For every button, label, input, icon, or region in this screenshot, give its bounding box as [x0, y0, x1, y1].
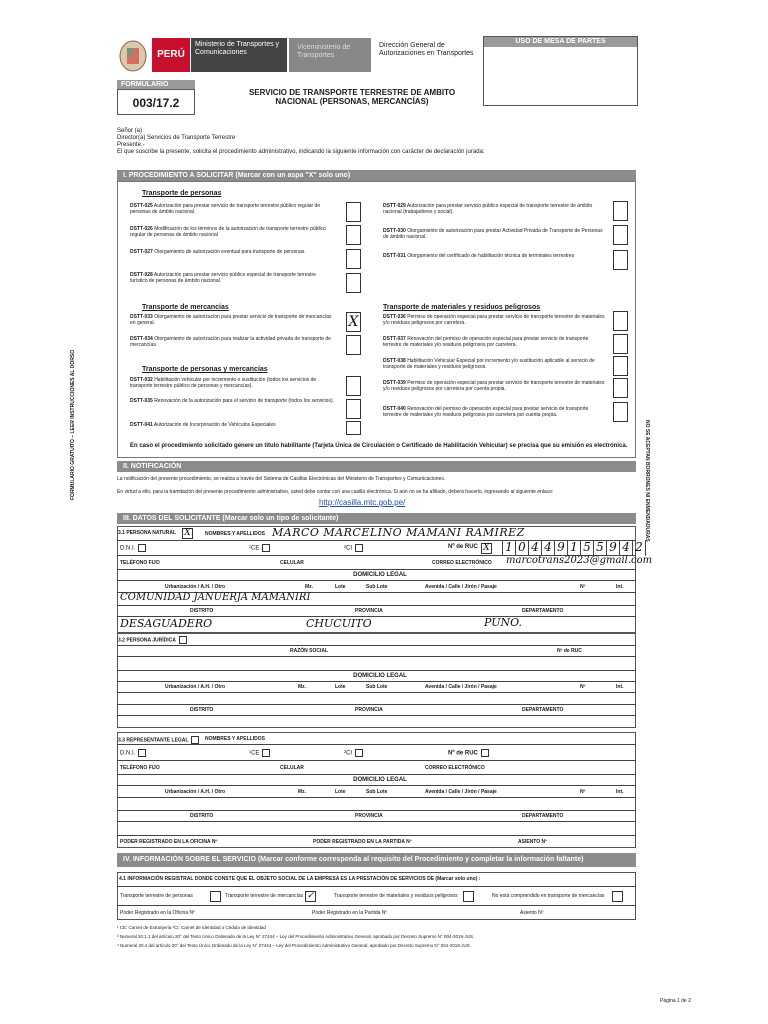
checkbox-dstt-035[interactable]: [346, 399, 361, 419]
directorate-name: Dirección General de Autorizaciones en Transportes: [379, 42, 474, 57]
ruc-digit: 2: [632, 540, 646, 556]
divider: [117, 569, 636, 570]
section-3-title: III. DATOS DEL SOLICITANTE (Marcar solo un tipo de solicitante): [117, 513, 636, 524]
section-1-title: I. PROCEDIMIENTO A SOLICITAR (Marcar con un aspa "X" solo uno): [117, 170, 636, 181]
rep-domicilio-label: DOMICILIO LEGAL: [353, 777, 407, 783]
list-item: DSTT-036 Permiso de operación especial para prestar servicio de transporte terrestre de materiales y/o residuos peligrosos por carretera.: [383, 314, 605, 326]
left-pm-list: [130, 377, 334, 432]
divider: [117, 821, 636, 822]
list-item: DSTT-032 Habilitación vehicular por incremento o sustitución (todos los servicios de transporte terrestre público de personas y mercancías).: [130, 377, 317, 389]
form-title: SERVICIO DE TRANSPORTE TERRESTRE DE AMBITO NACIONAL (PERSONAS, MERCANCÍAS): [248, 88, 456, 106]
page-number: Página 1 de 2: [660, 998, 691, 1004]
divider: [117, 785, 636, 786]
ruc-label: Nº de RUC: [448, 544, 478, 550]
list-item: DSTT-031 Otorgamiento del certificado de habilitación técnica de terminales terrestres: [383, 253, 575, 259]
juridica-mz-header: Mz.: [298, 684, 307, 690]
checkbox-dstt-030[interactable]: [613, 225, 628, 245]
juridica-lote-header: Lote: [335, 684, 346, 690]
juridica-int-header: Int.: [616, 684, 624, 690]
rep-int-header: Int.: [616, 789, 624, 795]
side-right-text: NO SE ACEPTAN BORRONES NI ENMENDADURAS: [644, 420, 650, 542]
mz-header: Mz.: [305, 584, 314, 590]
rep-lote-header: Lote: [335, 789, 346, 795]
list-item: DSTT-038 Habilitación Vehicular Especial por incremento y/o sustitución aplicable al servicio de transporte de materiales y residuos peligrosos.: [383, 358, 595, 370]
ruc-digit: 5: [593, 540, 606, 556]
right-peligrosos-list: [383, 314, 605, 428]
rep-celular-label: CELULAR: [280, 765, 304, 771]
rep-correo-label: CORREO ELECTRÓNICO: [425, 765, 485, 771]
rep-provincia-header: PROVINCIA: [355, 813, 383, 819]
header: [117, 36, 636, 80]
peligrosos-title: Transporte de materiales y residuos peligrosos: [383, 304, 541, 311]
form-label: FORMULARIO: [117, 80, 195, 89]
option-mercancias-checkbox[interactable]: ✓: [306, 891, 315, 901]
footnotes: [117, 923, 636, 950]
checkbox-dstt-028[interactable]: [346, 273, 361, 293]
checkbox-dstt-037[interactable]: [613, 334, 628, 354]
side-left-text: FORMULARIO GRATUITO – LEER INSTRUCCIONES AL DORSO: [70, 349, 76, 500]
list-item: DSTT-033 Otorgamiento de autorización para prestar servicio de transporte de mercancías en general.: [130, 314, 332, 326]
rep-ce-checkbox[interactable]: [262, 749, 270, 757]
provincia-value[interactable]: CHUCUITO: [306, 617, 372, 630]
divider: [117, 670, 636, 671]
rep-dni-checkbox[interactable]: [138, 749, 146, 757]
int-header: Int.: [616, 584, 624, 590]
option-personas-checkbox[interactable]: [210, 891, 221, 902]
checkbox-dstt-025[interactable]: [346, 202, 361, 222]
iv-asiento-label: Asiento Nº: [520, 910, 544, 916]
list-item: DSTT-035 Renovación de la autorización para el servicio de transporte (todos los servicios).: [130, 398, 334, 404]
divider: [117, 656, 636, 657]
list-item: DSTT-026 Modificación de los términos de la autorización de transporte terrestre público regular de personas de ámbito nacional: [130, 226, 326, 238]
rep-urb-header: Urbanización / A.H. / Otro: [165, 789, 226, 795]
list-item: DSTT-028 Autorización para prestar servicio público especial de transporte terrestre turístico de personas de ámbito nacional.: [130, 272, 316, 284]
juridica-avenida-header: Avenida / Calle / Jirón / Pasaje: [425, 684, 497, 690]
intro-line-3: Presente.-: [117, 142, 145, 148]
provincia-header: PROVINCIA: [355, 608, 383, 614]
list-item: DSTT-025 Autorización para prestar servicio de transporte terrestre público regular de personas de ámbito nacional.: [130, 203, 321, 215]
email-value[interactable]: marcotrans2023@gmail.com: [506, 555, 653, 566]
divider: [117, 886, 636, 887]
divider: [117, 605, 636, 606]
footnote-2: ⁴ Numeral 20.4 del artículo 20° del Texto Único Ordenado de la Ley N° 27444 – Ley del Procedimiento Administrativo General, aprobado por Decreto Supremo N° 004-2019-JUS.: [117, 943, 471, 948]
divider: [117, 760, 636, 761]
option-personas: Transporte terrestre de personas: [120, 893, 193, 899]
iv-poder-partida-label: Poder Registrado en la Partida Nº: [312, 910, 388, 916]
ruc-digit: 4: [528, 540, 541, 556]
option-no-comprendido: No está comprendido en transporte de mercancías: [492, 893, 605, 899]
option-peligrosos: Transporte terrestre de materiales y residuos peligrosos: [334, 893, 458, 899]
option-mercancias: Transporte terrestre de mercancías: [225, 893, 304, 899]
checkbox-dstt-032[interactable]: [346, 376, 361, 396]
ruc-digit: 4: [619, 540, 632, 556]
list-item: DSTT-034 Otorgamiento de autorización para realizar la actividad privada de transporte de mercancías.: [130, 336, 331, 348]
representante-label: 3.3 REPRESENTANTE LEGAL: [118, 736, 199, 744]
checkbox-dstt-038[interactable]: [613, 356, 628, 376]
list-item: DSTT-041 Autorización de Incorporación de Vehículos Especiales: [130, 422, 276, 428]
mercancias-title: Transporte de mercancías: [142, 304, 229, 311]
checkbox-dstt-039[interactable]: [613, 378, 628, 398]
left-personas-list: [130, 203, 334, 295]
divider: [117, 580, 636, 581]
ruc-digit: 9: [606, 540, 619, 556]
mesa-partes-box: [483, 36, 638, 106]
ruc-digit: 1: [567, 540, 580, 556]
list-item: DSTT-027 Otorgamiento de autorización eventual para transporte de personas.: [130, 249, 306, 255]
ruc-digit: 4: [541, 540, 554, 556]
intro-line-1: Señor (a): [117, 128, 143, 134]
rep-sublote-header: Sub Lote: [366, 789, 388, 795]
rep-ce-label: ¹CE: [249, 749, 270, 758]
rep-ci-checkbox[interactable]: [355, 749, 363, 757]
divider: [117, 835, 636, 836]
juridica-urb-header: Urbanización / A.H. / Otro: [165, 684, 226, 690]
representante-checkbox[interactable]: [191, 736, 199, 744]
checkbox-dstt-026[interactable]: [346, 225, 361, 245]
sublote-header: Sub Lote: [366, 584, 388, 590]
pm-title: Transporte de personas y mercancías: [142, 366, 268, 373]
ci-checkbox[interactable]: [355, 544, 363, 552]
list-item: DSTT-039 Permiso de operación especial para prestar servicio de transporte terrestre de materiales y/o residuos peligrosos por carretera por cuenta propia.: [383, 380, 605, 392]
checkbox-dstt-040[interactable]: [613, 402, 628, 422]
asiento-label: ASIENTO Nº: [518, 839, 547, 845]
rep-mz-header: Mz.: [298, 789, 307, 795]
divider: [117, 681, 636, 682]
ruc-digit: 1: [502, 540, 515, 556]
ce-label: ¹CE: [249, 544, 270, 553]
rep-departamento-header: DEPARTAMENTO: [522, 813, 564, 819]
dni-label: D.N.I.: [120, 544, 146, 553]
poder-oficina-label: PODER REGISTRADO EN LA OFICINA Nº: [120, 839, 218, 845]
personas-title: Transporte de personas: [142, 190, 222, 197]
intro-line-4: El que suscribe la presente, solicita el procedimiento administrativo, indicando la siguiente información con carácter de declaración jurada:: [117, 149, 485, 155]
rep-ci-label: ²CI: [344, 749, 363, 758]
telefono-label: TELÉFONO FIJO: [120, 560, 160, 566]
nombres-label: NOMBRES Y APELLIDOS: [205, 531, 265, 537]
correo-label: CORREO ELECTRÓNICO: [432, 560, 492, 566]
checkbox-dstt-033[interactable]: X: [346, 312, 361, 332]
distrito-value[interactable]: DESAGUADERO: [120, 617, 213, 630]
footnote-0: ¹ CE: Carnet de Extranjería ²CI: Carnet de Identidad o Cédula de Identidad: [117, 925, 266, 930]
lote-header: Lote: [335, 584, 346, 590]
intro: [117, 128, 636, 156]
juridica-ruc-label: Nº de RUC: [557, 648, 582, 654]
dni-checkbox[interactable]: [138, 544, 146, 552]
urb-header: Urbanización / A.H. / Otro: [165, 584, 226, 590]
list-item: DSTT-029 Autorización para prestar servicio público especial de transporte terrestre de ámbito nacional (trabajadores y social).: [383, 203, 593, 215]
option-peligrosos-checkbox[interactable]: [463, 891, 474, 902]
rep-num-header: Nº: [580, 789, 586, 795]
departamento-value[interactable]: PUNO.: [484, 616, 522, 629]
checkbox-dstt-041[interactable]: [346, 421, 361, 435]
section-4-sub: 4.1 INFORMACIÓN REGISTRAL DONDE CONSTE QUE EL OBJETO SOCIAL DE LA EMPRESA ES LA PRESTACIÓN DE SERVICIOS DE (Marcar solo uno) :: [119, 876, 481, 882]
form-number: 003/17.2: [117, 89, 195, 115]
list-item: DSTT-040 Renovación del permiso de operación especial para prestar servicio de transporte terrestre de materiales y/o residuos peligrosos por carretera por cuenta propia.: [383, 406, 589, 418]
notification-text-2: En virtud a ello, para la tramitación del presente procedimiento administrativo, usted debe contar con una casilla electrónica. Si aún no se ha afiliado, deberá hacerlo, ingresando al siguiente enlace:: [117, 489, 554, 495]
domicilio-label: DOMICILIO LEGAL: [353, 572, 407, 578]
celular-label: CELULAR: [280, 560, 304, 566]
vice-ministry-name: Viceministerio de Transportes: [289, 38, 371, 72]
juridica-num-header: Nº: [580, 684, 586, 690]
divider: [117, 797, 636, 798]
notification-text-1: La notificación del presente procedimiento, se realiza a través del Sistema de Casillas Electrónicas del Ministerio de Transportes y Comunicaciones.: [117, 476, 446, 482]
divider: [117, 704, 636, 705]
intro-line-2: Director(a) Servicios de Transporte Terrestre: [117, 135, 236, 141]
ruc-digit: 0: [515, 540, 528, 556]
ce-checkbox[interactable]: [262, 544, 270, 552]
persona-juridica-checkbox[interactable]: [179, 636, 187, 644]
urb-value[interactable]: COMUNIDAD JANUERJA MAMANIRI: [120, 592, 311, 603]
divider: [117, 905, 636, 906]
num-header: Nº: [580, 584, 586, 590]
persona-juridica-label: 3.2 PERSONA JURÍDICA: [118, 636, 187, 644]
mesa-partes-title: USO DE MESA DE PARTES: [484, 37, 637, 47]
checkbox-dstt-034[interactable]: [346, 335, 361, 355]
divider: [117, 810, 636, 811]
checkbox-dstt-031[interactable]: [613, 250, 628, 270]
departamento-header: DEPARTAMENTO: [522, 608, 564, 614]
juridica-sublote-header: Sub Lote: [366, 684, 388, 690]
rep-ruc-label: Nº de RUC: [448, 749, 489, 758]
ruc-digit: 5: [580, 540, 593, 556]
ci-label: ²CI: [344, 544, 363, 553]
right-personas-list: [383, 203, 605, 278]
juridica-distrito-header: DISTRITO: [190, 707, 214, 713]
persona-natural-checkbox[interactable]: X: [182, 528, 193, 539]
rep-distrito-header: DISTRITO: [190, 813, 214, 819]
distrito-header: DISTRITO: [190, 608, 214, 614]
section-2-title: II. NOTIFICACIÓN: [117, 461, 636, 472]
juridica-departamento-header: DEPARTAMENTO: [522, 707, 564, 713]
juridica-domicilio-label: DOMICILIO LEGAL: [353, 673, 407, 679]
list-item: DSTT-030 Otorgamiento de autorización para prestar Actividad Privada de Transporte de Personas de ámbito nacional.: [383, 228, 603, 240]
ministry-name: Ministerio de Transportes y Comunicaciones: [191, 38, 287, 72]
divider: [117, 774, 636, 775]
peru-logo: PERÚ: [152, 38, 190, 72]
avenida-header: Avenida / Calle / Jirón / Pasaje: [425, 584, 497, 590]
coat-of-arms-icon: [117, 38, 149, 74]
juridica-provincia-header: PROVINCIA: [355, 707, 383, 713]
section-1-note: En caso el procedimiento solicitado genere un título habilitante (Tarjeta Única de Circulación o Certificado de Habilitación Vehicular) se precisa que su emisión es electrónica.: [130, 443, 628, 449]
iv-poder-oficina-label: Poder Registrado en la Oficina Nº: [120, 910, 195, 916]
rep-avenida-header: Avenida / Calle / Jirón / Pasaje: [425, 789, 497, 795]
persona-natural-label: 3.1 PERSONA NATURAL: [118, 530, 177, 536]
rep-ruc-checkbox[interactable]: [481, 749, 489, 757]
divider: [117, 744, 636, 745]
ruc-checkbox[interactable]: X: [481, 543, 492, 554]
list-item: DSTT-037 Renovación del permiso de operación especial para prestar servicio de transporte terrestre de materiales y/o residuos peligrosos por carretera.: [383, 336, 589, 348]
checkbox-dstt-027[interactable]: [346, 249, 361, 269]
name-value[interactable]: MARCO MARCELINO MAMANI RAMIREZ: [272, 526, 525, 539]
option-no-comprendido-checkbox[interactable]: [612, 891, 623, 902]
divider: [117, 715, 636, 716]
divider: [117, 692, 636, 693]
rep-nombres-label: NOMBRES Y APELLIDOS: [205, 736, 265, 742]
divider: [117, 645, 636, 646]
ruc-digit: 9: [554, 540, 567, 556]
ruc-digits[interactable]: [502, 540, 646, 556]
poder-partida-label: PODER REGISTRADO EN LA PARTIDA Nº: [313, 839, 412, 845]
section-4-title: IV. INFORMACIÓN SOBRE EL SERVICIO (Marcar conforme corresponda al requisito del Procedimiento y completar la información faltante): [117, 853, 636, 867]
checkbox-dstt-036[interactable]: [613, 311, 628, 331]
footnote-1: ³ Numeral 20.1.1 del artículo 20° del Texto Único Ordenado de la Ley N° 27444 – Ley del Procedimiento Administrativo General, aprobado por Decreto Supremo N° 004-2019-JUS.: [117, 934, 475, 939]
left-mercancias-list: [130, 314, 334, 358]
rep-dni-label: D.N.I.: [120, 749, 146, 758]
rep-telefono-label: TELÉFONO FIJO: [120, 765, 160, 771]
casilla-link[interactable]: http://casilla.mtc.gob.pe/: [319, 498, 406, 507]
checkbox-dstt-029[interactable]: [613, 201, 628, 221]
razon-social-label: RAZÓN SOCIAL: [290, 648, 329, 654]
